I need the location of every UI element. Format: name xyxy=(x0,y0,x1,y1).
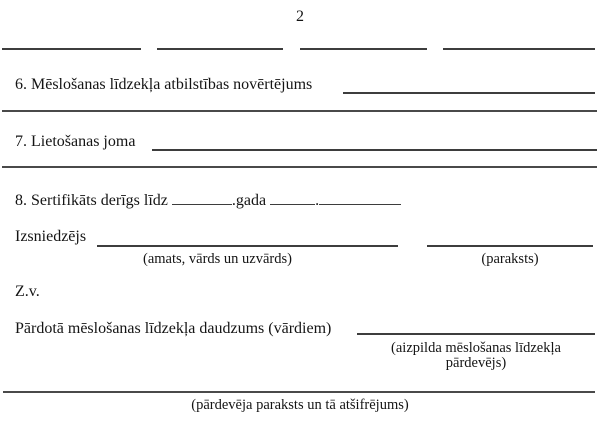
item8-dot-text: . xyxy=(315,192,320,209)
item8-label: 8. Sertifikāts derīgs līdz xyxy=(15,192,168,209)
item8-month-blank[interactable] xyxy=(319,191,401,205)
item8-year-blank[interactable] xyxy=(172,191,232,205)
item8-day-blank[interactable] xyxy=(270,191,315,205)
sold-quantity-caption xyxy=(357,341,595,371)
issuer-signature-blank[interactable] xyxy=(427,245,593,247)
sold-quantity-caption-line1: (aizpilda mēslošanas līdzekļa xyxy=(391,340,561,356)
sold-quantity-caption-line2: pārdevējs) xyxy=(445,355,507,371)
item6-blank-continuation-line[interactable] xyxy=(2,110,597,112)
issuer-label: Izsniedzējs xyxy=(15,228,87,245)
item8-row xyxy=(15,191,401,209)
item6-label: 6. Mēslošanas līdzekļa atbilstības novērtējums xyxy=(15,76,313,93)
header-blank-4[interactable] xyxy=(443,48,595,50)
seal-label: Z.v. xyxy=(15,283,40,300)
header-blank-3[interactable] xyxy=(300,48,427,50)
issuer-name-caption: (amats, vārds un uzvārds) xyxy=(143,251,292,267)
sold-quantity-blank[interactable] xyxy=(357,333,595,335)
item7-label: 7. Lietošanas joma xyxy=(15,133,136,150)
sold-quantity-label: Pārdotā mēslošanas līdzekļa daudzums (vārdiem) xyxy=(15,320,332,337)
item7-blank-line[interactable] xyxy=(152,149,597,151)
seller-signature-caption: (pārdevēja paraksts un tā atšifrējums) xyxy=(191,397,409,413)
header-blank-1[interactable] xyxy=(2,48,141,50)
seller-signature-blank[interactable] xyxy=(3,391,595,393)
issuer-signature-caption: (paraksts) xyxy=(481,251,539,267)
page-number: 2 xyxy=(296,8,304,25)
header-blank-2[interactable] xyxy=(157,48,283,50)
issuer-name-blank[interactable] xyxy=(97,245,398,247)
item7-blank-continuation-line[interactable] xyxy=(2,166,597,168)
item8-gada-text: .gada xyxy=(231,192,267,209)
item6-blank-line[interactable] xyxy=(343,92,595,94)
